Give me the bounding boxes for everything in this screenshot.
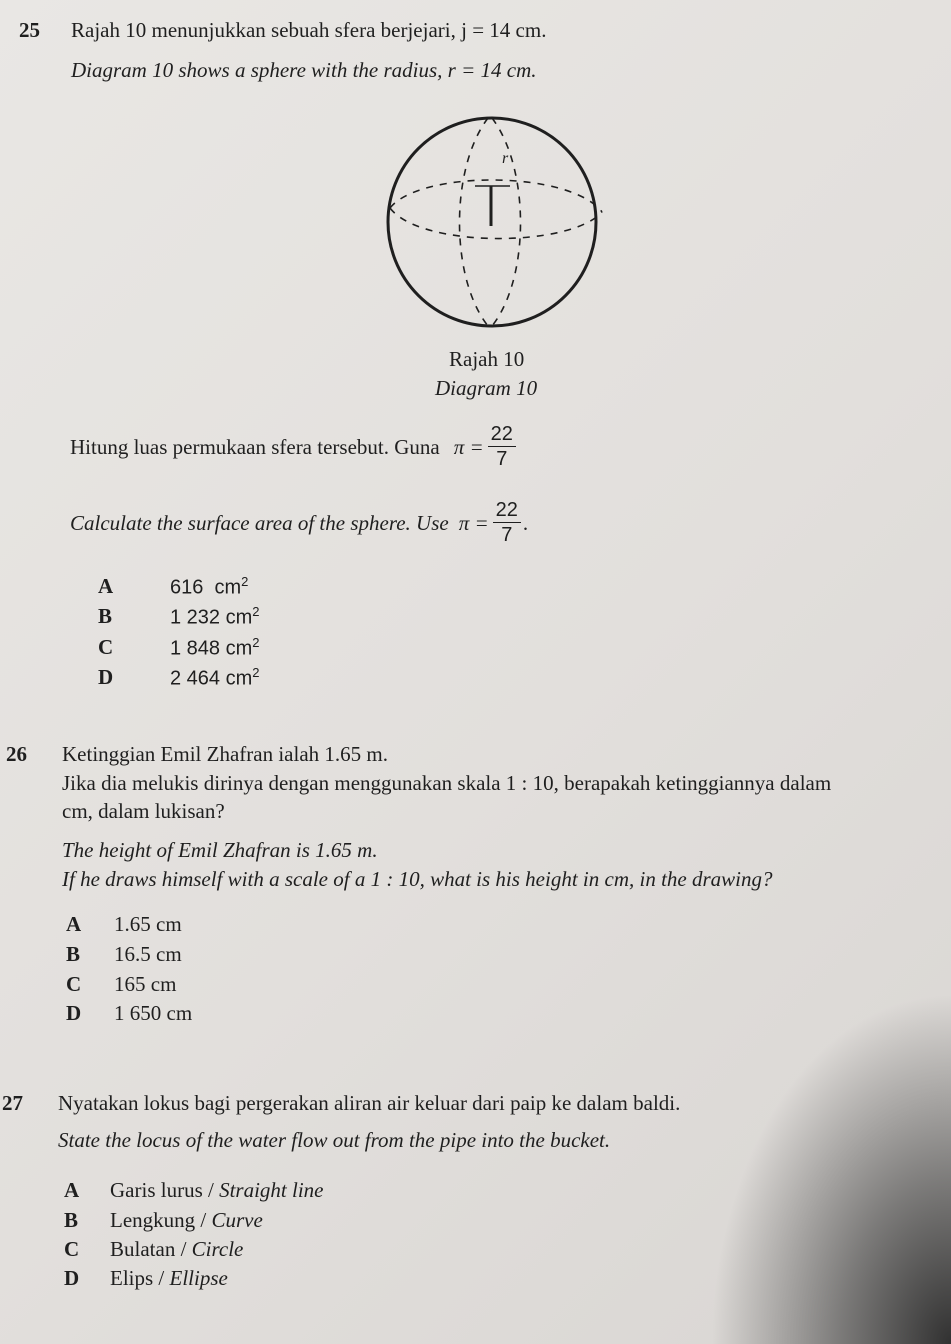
q27-option-a[interactable]: [64, 1178, 324, 1203]
q26-line3: cm, dalam lukisan?: [62, 799, 225, 823]
option-letter: A: [66, 912, 82, 936]
option-value: 2 464 $cm^2$: [170, 665, 260, 690]
equator-back: [390, 180, 602, 212]
sphere-diagram: [380, 108, 620, 338]
q26-number: 26: [6, 742, 27, 766]
option-value: 1 848 $cm^2$: [170, 635, 260, 660]
q25-option-b[interactable]: [98, 604, 260, 629]
pi-symbol: π =: [453, 434, 484, 459]
option-value: 1 232 $cm^2$: [170, 604, 260, 629]
q25-option-c[interactable]: [98, 635, 260, 660]
instruction-ms-text: Hitung luas permukaan sfera tersebut. Guna: [70, 434, 440, 459]
meridian-left: [460, 118, 489, 326]
q26-line5: If he draws himself with a scale of a 1 : 10, what is his height in cm, in the drawing?: [62, 867, 773, 891]
pi-fraction: [488, 424, 516, 470]
q26-line1: Ketinggian Emil Zhafran ialah 1.65 m.: [62, 742, 388, 766]
option-text: Lengkung / Curve: [110, 1208, 263, 1232]
q26-option-b[interactable]: [66, 942, 182, 967]
pi-numerator-en: 22: [493, 500, 521, 523]
q25-number: 25: [19, 18, 40, 42]
q27-line2: State the locus of the water flow out from the pipe into the bucket.: [58, 1128, 611, 1152]
q27-option-c[interactable]: [64, 1237, 244, 1262]
q26-option-a[interactable]: [66, 912, 182, 937]
option-text: 165 cm: [114, 972, 177, 996]
radius-label: r: [502, 150, 509, 167]
option-text: 16.5 cm: [114, 942, 182, 966]
option-text: Elips / Ellipse: [110, 1266, 228, 1290]
instruction-en-text: Calculate the surface area of the sphere. Use: [70, 510, 449, 535]
option-letter: C: [98, 635, 114, 659]
q25-instruction-ms: [70, 424, 516, 470]
corner-shadow: [691, 964, 951, 1344]
option-letter: B: [64, 1208, 79, 1232]
q26-option-d[interactable]: [66, 1001, 193, 1026]
pi-denominator: 7: [496, 448, 508, 470]
option-letter: D: [98, 665, 114, 689]
option-letter: D: [66, 1001, 82, 1025]
q26-line2: Jika dia melukis dirinya dengan menggunakan skala 1 : 10, berapakah ketinggiannya dalam: [62, 771, 832, 795]
pi-fraction-en: [493, 500, 521, 546]
q25-line-ms: Rajah 10 menunjukkan sebuah sfera berjejari, j = 14 cm.: [71, 18, 547, 42]
option-text: Bulatan / Circle: [110, 1237, 244, 1261]
option-letter: A: [98, 574, 114, 598]
option-letter: C: [66, 972, 82, 996]
q25-option-d[interactable]: [98, 665, 260, 690]
option-text: 1 650 cm: [114, 1001, 193, 1025]
q26-line4: The height of Emil Zhafran is 1.65 m.: [62, 838, 378, 862]
equator-front: [390, 208, 602, 239]
q27-option-d[interactable]: [64, 1266, 228, 1291]
option-value: 616 $cm^2$: [170, 574, 249, 599]
q27-option-b[interactable]: [64, 1208, 263, 1233]
option-letter: A: [64, 1178, 80, 1202]
q25-instruction-en: Calculate the surface area of the sphere. Use π = $\frac{22}{7}$ .: [70, 499, 529, 546]
pi-denominator-en: 7: [501, 524, 513, 546]
option-text: Garis lurus / Straight line: [110, 1178, 324, 1202]
q26-option-c[interactable]: [66, 972, 177, 997]
option-letter: D: [64, 1266, 80, 1290]
option-letter: C: [64, 1237, 80, 1261]
pi-numerator: 22: [488, 424, 516, 447]
pi-symbol-en: π =: [458, 510, 489, 535]
q27-number: 27: [2, 1091, 23, 1115]
option-letter: B: [98, 604, 113, 628]
q25-caption-en: Diagram 10: [435, 376, 538, 400]
q25-option-a[interactable]: [98, 574, 249, 599]
q25-caption-ms: Rajah 10: [449, 347, 525, 371]
option-letter: B: [66, 942, 81, 966]
q27-line1: Nyatakan lokus bagi pergerakan aliran air keluar dari paip ke dalam baldi.: [58, 1091, 681, 1115]
q25-line-en: Diagram 10 shows a sphere with the radius, r = 14 cm.: [71, 58, 537, 82]
option-text: 1.65 cm: [114, 912, 182, 936]
